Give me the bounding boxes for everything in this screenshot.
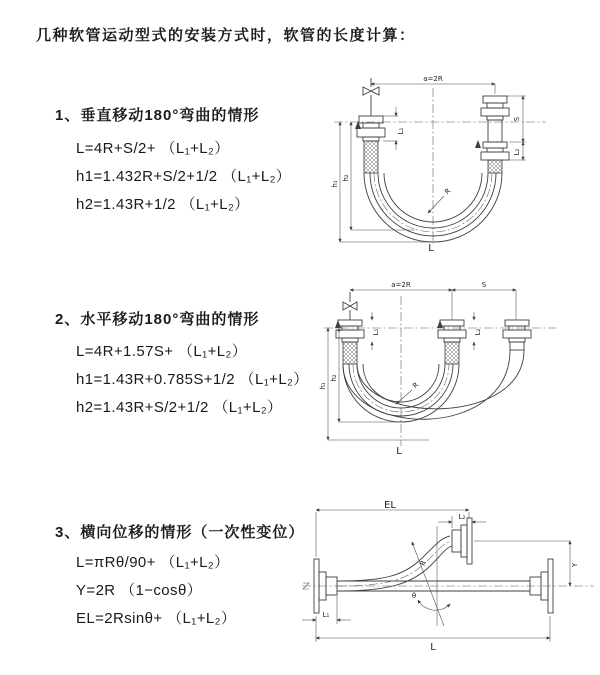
dim-label-el: EL xyxy=(384,500,396,511)
movement-arrow-middle xyxy=(437,320,443,328)
dim-label-l1: L₁ xyxy=(397,127,405,135)
dimension-l xyxy=(316,616,550,653)
dimension-l1 xyxy=(302,596,351,624)
dimension-s xyxy=(452,281,516,320)
dim-label-y: Y xyxy=(571,562,579,568)
dim-label-l2: L₂ xyxy=(474,328,482,336)
length-label: L xyxy=(396,446,402,457)
upper-flange xyxy=(452,518,472,564)
page-title: 几种软管运动型式的安装方式时，软管的长度计算： xyxy=(36,27,416,44)
dim-label-a2r: a=2R xyxy=(391,281,411,289)
dim-label-l2: L₂ xyxy=(513,148,521,156)
diagram-lateral-displacement xyxy=(298,498,600,660)
diagram-3-drawing xyxy=(298,498,600,660)
valve-icon xyxy=(363,78,379,116)
diagram-2-drawing xyxy=(304,276,566,458)
diagram-horizontal-180-bend xyxy=(304,276,566,458)
formula-el: EL=2Rsinθ+ （L₁+L₂） xyxy=(76,610,237,627)
dimension-l1 xyxy=(372,312,380,350)
section-3-heading: 3、横向位移的情形（一次性变位） xyxy=(55,524,305,541)
valve-icon xyxy=(343,292,357,320)
radius-callout xyxy=(428,187,452,213)
length-label: L xyxy=(428,243,434,254)
right-pipe-fitting xyxy=(481,96,509,173)
formula-y: Y=2R （1−cosθ） xyxy=(76,582,203,599)
left-pipe-fitting xyxy=(357,116,385,173)
formula-l: L=4R+1.57S+ （L₁+L₂） xyxy=(76,343,248,360)
diagram-1-drawing xyxy=(310,72,562,254)
dim-label-s: S xyxy=(481,281,487,289)
length-label: L xyxy=(430,642,436,653)
dim-label-a2r: a=2R xyxy=(423,75,443,83)
dim-label-s: S xyxy=(513,116,521,122)
right-pipe-fitting xyxy=(503,320,531,350)
section-1-heading: 1、垂直移动180°弯曲的情形 xyxy=(55,107,260,124)
angle-label: θ xyxy=(411,592,417,600)
dim-label-l1: L₁ xyxy=(372,328,380,336)
dim-label-l1: L₁ xyxy=(322,611,330,619)
dimension-l1 xyxy=(383,107,405,150)
dimension-s xyxy=(507,96,526,142)
section-2-heading: 2、水平移动180°弯曲的情形 xyxy=(55,311,260,328)
formula-h2: h2=1.43R+S/2+1/2 （L₁+L₂） xyxy=(76,399,283,416)
dimension-a2r xyxy=(350,281,452,290)
radius-label: R xyxy=(443,186,453,197)
dimension-y xyxy=(474,541,579,586)
dimension-l2 xyxy=(438,513,486,528)
dim-label-h1: h₁ xyxy=(331,180,339,188)
diagram-vertical-180-bend xyxy=(310,72,562,254)
radius-callout xyxy=(396,381,420,404)
dimension-l2 xyxy=(509,142,526,160)
formula-l: L=4R+S/2+ （L₁+L₂） xyxy=(76,140,230,157)
dim-label-h1: h₁ xyxy=(319,382,327,390)
radius-label: R xyxy=(418,559,428,568)
dimension-el xyxy=(316,500,469,557)
dim-label-h2: h₂ xyxy=(342,174,350,182)
s-curve-hose xyxy=(337,536,452,591)
formula-l: L=πRθ/90+ （L₁+L₂） xyxy=(76,554,230,571)
formula-h1: h1=1.432R+S/2+1/2 （L₁+L₂） xyxy=(76,168,292,185)
formula-h1: h1=1.43R+0.785S+1/2 （L₁+L₂） xyxy=(76,371,309,388)
radius-label: R xyxy=(411,380,421,391)
movement-arrow-up-right xyxy=(475,140,481,148)
movement-arrow-left xyxy=(335,320,341,328)
formula-h2: h2=1.43R+1/2 （L₁+L₂） xyxy=(76,196,250,213)
dim-label-l2: L₂ xyxy=(458,513,466,521)
dimension-h2 xyxy=(330,328,401,422)
dim-label-h2: h₂ xyxy=(330,374,338,382)
dimension-l2 xyxy=(474,312,482,350)
